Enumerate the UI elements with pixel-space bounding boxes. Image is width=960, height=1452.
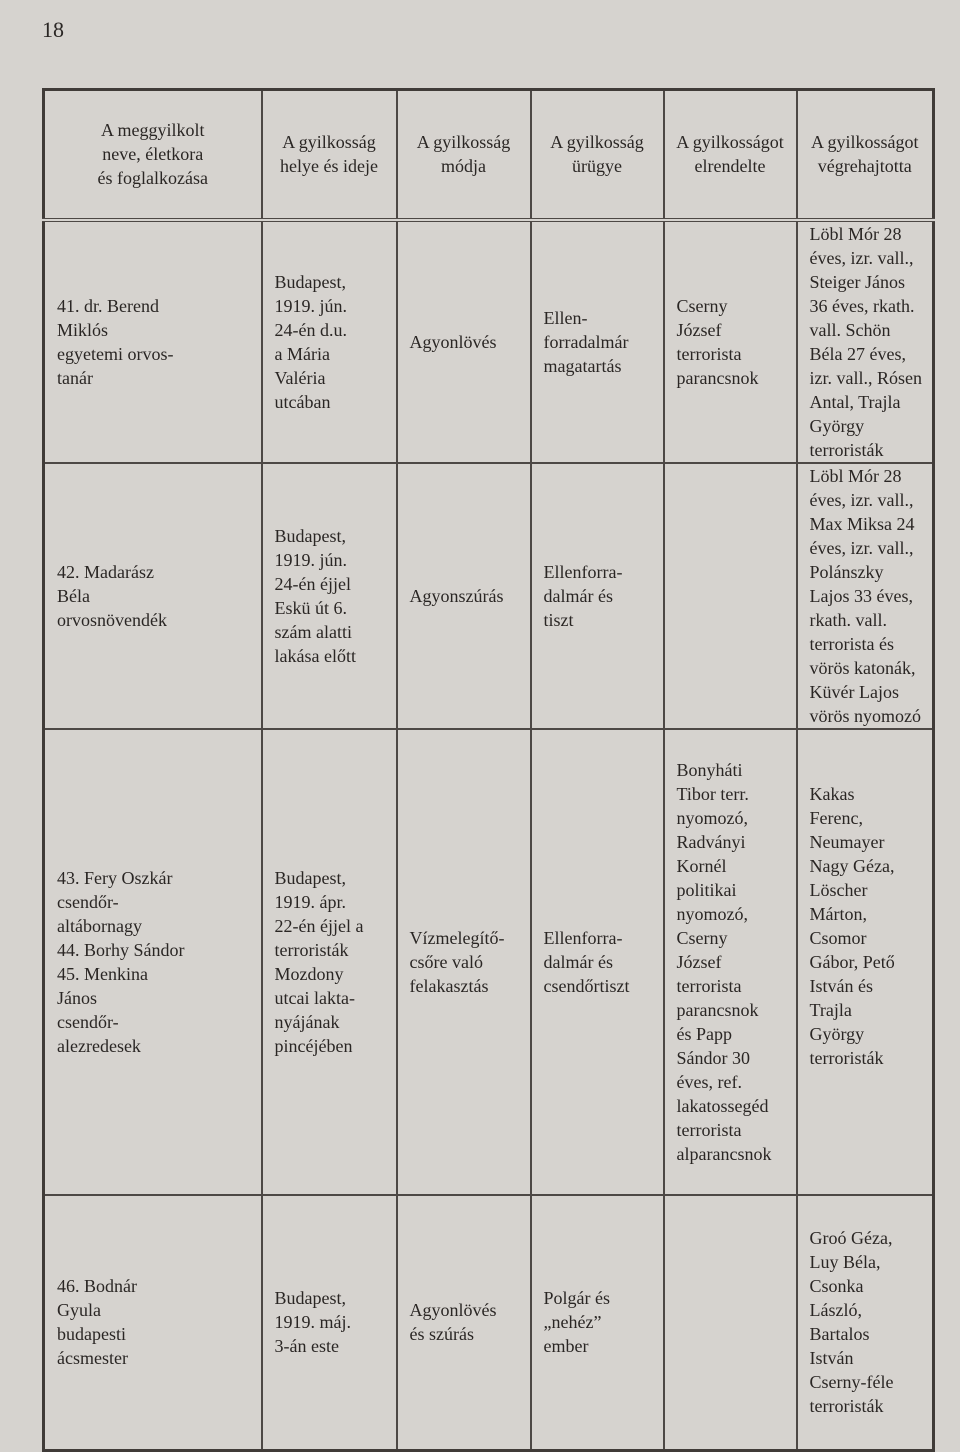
victim-cell: 46. Bodnár Gyula budapesti ácsmester (44, 1195, 262, 1451)
pretext-cell: Polgár és „nehéz” ember (531, 1195, 664, 1451)
table-row (44, 1195, 934, 1451)
method-cell: Agyonlövés és szúrás (397, 1195, 531, 1451)
place-time-cell: Budapest, 1919. jún. 24-én éjjel Eskü út 6. szám alatti lakása előtt (262, 463, 397, 729)
murder-table (42, 88, 935, 1452)
pretext-cell: Ellenforra- dalmár és tiszt (531, 463, 664, 729)
place-time-cell: Budapest, 1919. jún. 24-én d.u. a Mária Valéria utcában (262, 220, 397, 463)
header-executed-by: A gyilkosságot végrehajtotta (797, 90, 934, 220)
header-ordered-by: A gyilkosságot elrendelte (664, 90, 797, 220)
executed-by-cell: Groó Géza, Luy Béla, Csonka László, Bartalos István Cserny-féle terroristák (797, 1195, 934, 1451)
header-row (44, 90, 934, 220)
victim-cell: 41. dr. Berend Miklós egyetemi orvos- tanár (44, 220, 262, 463)
table-row (44, 220, 934, 463)
header-method: A gyilkosság módja (397, 90, 531, 220)
table-row (44, 729, 934, 1195)
victim-cell: 42. Madarász Béla orvosnövendék (44, 463, 262, 729)
method-cell: Agyonszúrás (397, 463, 531, 729)
place-time-cell: Budapest, 1919. máj. 3-án este (262, 1195, 397, 1451)
page-number: 18 (42, 17, 64, 42)
executed-by-cell: Löbl Mór 28 éves, izr. vall., Steiger János 36 éves, rkath. vall. Schön Béla 27 éves, izr. vall., Rósen Antal, Trajla György terroristák (797, 220, 934, 463)
header-place-time: A gyilkosság helye és ideje (262, 90, 397, 220)
header-pretext: A gyilkosság ürügye (531, 90, 664, 220)
pretext-cell: Ellenforra- dalmár és csendőrtiszt (531, 729, 664, 1195)
victim-cell: 43. Fery Oszkár csendőr- altábornagy 44. Borhy Sándor 45. Menkina János csendőr- alezredesek (44, 729, 262, 1195)
place-time-cell: Budapest, 1919. ápr. 22-én éjjel a terroristák Mozdony utcai lakta- nyájának pincéjében (262, 729, 397, 1195)
ordered-by-cell: Bonyháti Tibor terr. nyomozó, Radványi Kornél politikai nyomozó, Cserny József terrorista parancsnok és Papp Sándor 30 éves, ref. lakatossegéd terrorista alparancsnok (664, 729, 797, 1195)
executed-by-cell: Kakas Ferenc, Neumayer Nagy Géza, Löscher Márton, Csomor Gábor, Pető István és Trajla György terroristák (797, 729, 934, 1195)
table-row (44, 463, 934, 729)
method-cell: Vízmelegítő- csőre való felakasztás (397, 729, 531, 1195)
executed-by-cell: Löbl Mór 28 éves, izr. vall., Max Miksa 24 éves, izr. vall., Polánszky Lajos 33 éves, rkath. vall. terrorista és vörös katonák, Küvér Lajos vörös nyomozó (797, 463, 934, 729)
header-victim: A meggyilkolt neve, életkora és foglalkozása (44, 90, 262, 220)
ordered-by-cell (664, 463, 797, 729)
method-cell: Agyonlövés (397, 220, 531, 463)
ordered-by-cell: Cserny József terrorista parancsnok (664, 220, 797, 463)
pretext-cell: Ellen- forradalmár magatartás (531, 220, 664, 463)
ordered-by-cell (664, 1195, 797, 1451)
